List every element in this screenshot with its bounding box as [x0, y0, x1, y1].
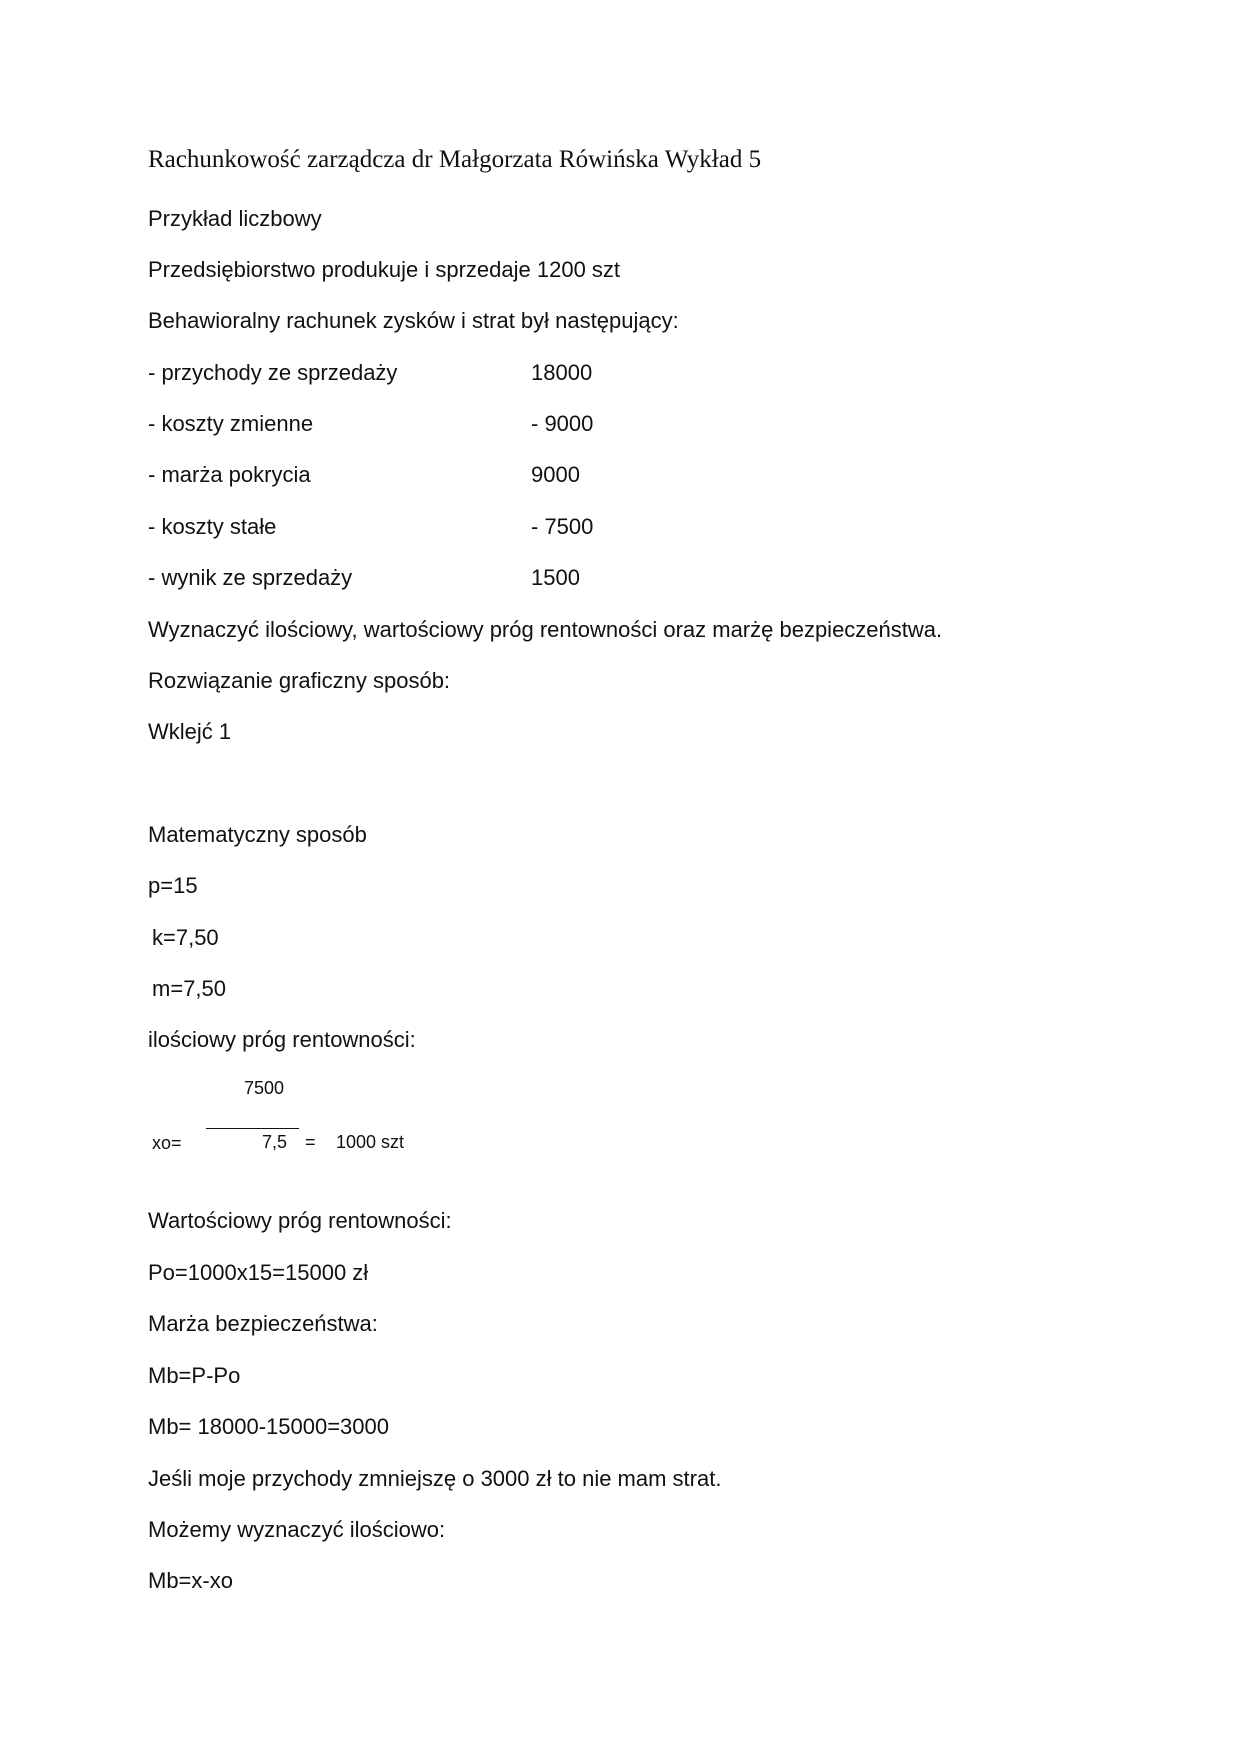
formula-lhs: xo= [152, 1133, 182, 1153]
pl-row-value: 18000 [531, 360, 593, 385]
pl-row-value: - 9000 [531, 411, 594, 436]
fraction-numerator: 7500 [244, 1078, 285, 1098]
pl-intro: Behawioralny rachunek zysków i strat był następujący: [148, 308, 679, 333]
safety-margin-heading: Marża bezpieczeństwa: [148, 1311, 378, 1336]
conclusion: Jeśli moje przychody zmniejszę o 3000 zł to nie mam strat. [148, 1466, 722, 1491]
quantity-note: Możemy wyznaczyć ilościowo: [148, 1517, 446, 1542]
k-value: k=7,50 [152, 925, 219, 950]
p-value: p=15 [148, 873, 198, 898]
formula-result: 1000 szt [336, 1132, 405, 1152]
po-formula: Po=1000x15=15000 zł [148, 1260, 369, 1285]
example-heading: Przykład liczbowy [148, 206, 322, 231]
document-title: Rachunkowość zarządcza dr Małgorzata Rówińska Wykład 5 [148, 146, 762, 173]
pl-row-value: 1500 [531, 565, 580, 590]
fraction-denominator: 7,5 [262, 1132, 288, 1152]
pl-row-label: - koszty stałe [148, 514, 277, 539]
mb-formula: Mb=P-Po [148, 1363, 241, 1388]
paste-note: Wklejć 1 [148, 719, 232, 744]
pl-row-label: - koszty zmienne [148, 411, 314, 436]
pl-row-label: - marża pokrycia [148, 462, 311, 487]
pl-row-value: 9000 [531, 462, 580, 487]
value-bep-heading: Wartościowy próg rentowności: [148, 1208, 452, 1233]
pl-row-value: - 7500 [531, 514, 594, 539]
formula-equals: = [305, 1132, 316, 1152]
fraction-bar [206, 1128, 299, 1129]
company-statement: Przedsiębiorstwo produkuje i sprzedaje 1200 szt [148, 257, 621, 282]
graphic-solution-heading: Rozwiązanie graficzny sposób: [148, 668, 451, 693]
mb-quantity-formula: Mb=x-xo [148, 1568, 233, 1593]
task-statement: Wyznaczyć ilościowy, wartościowy próg rentowności oraz marżę bezpieczeństwa. [148, 617, 943, 642]
pl-row-label: - wynik ze sprzedaży [148, 565, 353, 590]
quantity-bep-heading: ilościowy próg rentowności: [148, 1027, 416, 1052]
pl-row-label: - przychody ze sprzedaży [148, 360, 398, 385]
mb-calculation: Mb= 18000-15000=3000 [148, 1414, 389, 1439]
math-heading: Matematyczny sposób [148, 822, 367, 847]
m-value: m=7,50 [152, 976, 226, 1001]
